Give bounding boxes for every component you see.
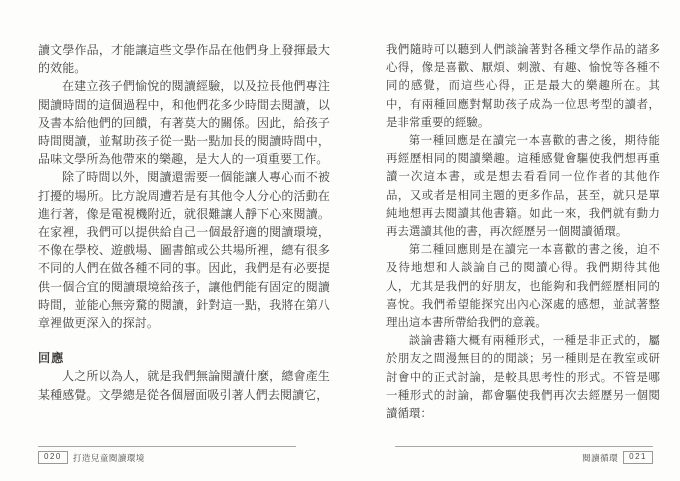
chapter-title-label: 閱讀循環 bbox=[582, 452, 619, 463]
left-page-footer bbox=[38, 446, 296, 464]
body-paragraph: 讀文學作品，才能讓這些文學作品在他們身上發揮最大的效能。 bbox=[38, 43, 330, 76]
body-paragraph: 除了時間以外，閱讀還需要一個能讓人專心而不被打擾的場所。比方說周遭若是有其他令人分心的活動在進行著，像是電視機附近，就很難讓人靜下心來閱讀。在家裡，我們可以提供給自己一個最舒適的閱讀環境，不像在學校、遊戲場、圖書館或公共場所裡，總有很多不同的人們在做各種不同的事。因此，我們是有必要提供一個合宜的閱讀環境給孩子，讓他們能有固定的閱讀時間，並能心無旁騖的閱讀，針對這一點，我將在第八章裡做更深入的探討。 bbox=[38, 170, 330, 331]
page-number-badge: 021 bbox=[623, 451, 653, 464]
body-paragraph: 在建立孩子們愉悅的閱讀經驗，以及拉長他們專注閱讀時間的這個過程中，和他們花多少時間去閱讀，以及書本給他們的回饋，有著莫大的關係。因此，給孩子時間閱讀，並幫助孩子從一點一點加長的閱讀時間中，品味文學所為他帶來的樂趣，是大人的一項重要工作。 bbox=[38, 79, 330, 167]
body-paragraph: 第一種回應是在讀完一本喜歡的書之後，期待能再經歷相同的閱讀樂趣。這種感覺會驅使我們想再重讀一次這本書，或是想去看看同一位作者的其他作品，又或者是相同主題的更多作品，甚至，就只是單純地想再去閱讀其他書籍。如此一來，我們就有動力再去選讀其他的書，再次經歷另一個閱讀循環。 bbox=[386, 135, 660, 239]
body-paragraph: 人之所以為人，就是我們無論閱讀什麼，總會產生某種感覺。文學總是從各個層面吸引著人們去閱讀它， bbox=[38, 369, 330, 402]
body-paragraph: 我們隨時可以聽到人們談論著對各種文學作品的諸多心得，像是喜歡、厭煩、刺激、有趣、愉悅等各種不同的感覺，而這些心得，正是最大的樂趣所在。其中，有兩種回應對幫助孩子成為一位思考型的讀者，是非常重要的經驗。 bbox=[386, 44, 660, 129]
right-page-footer bbox=[395, 446, 653, 464]
left-footer-row bbox=[38, 451, 296, 464]
right-footer-row bbox=[395, 451, 653, 464]
footer-rule bbox=[38, 446, 296, 447]
right-page bbox=[386, 41, 660, 423]
body-paragraph: 談論書籍大概有兩種形式，一種是非正式的，屬於朋友之間漫無目的的閒談；另一種則是在教室或研討會中的正式討論，是較具思考性的形式。不管是哪一種形式的討論，都會驅使我們再次去經歷另一個閱讀循環： bbox=[386, 335, 660, 421]
page-number-badge: 020 bbox=[38, 451, 68, 464]
book-title-label: 打造兒童閱讀環境 bbox=[72, 452, 145, 463]
section-heading: 回應 bbox=[38, 351, 65, 366]
left-page bbox=[38, 41, 330, 404]
footer-rule bbox=[395, 446, 653, 447]
body-paragraph: 第二種回應則是在讀完一本喜歡的書之後，迫不及待地想和人談論自己的閱讀心得。我們期待其他人，尤其是我們的好朋友，也能夠和我們經歷相同的喜悅。我們希望能探究出內心深處的感想，並試著整理出這本書所帶給我們的意義。 bbox=[386, 244, 660, 330]
